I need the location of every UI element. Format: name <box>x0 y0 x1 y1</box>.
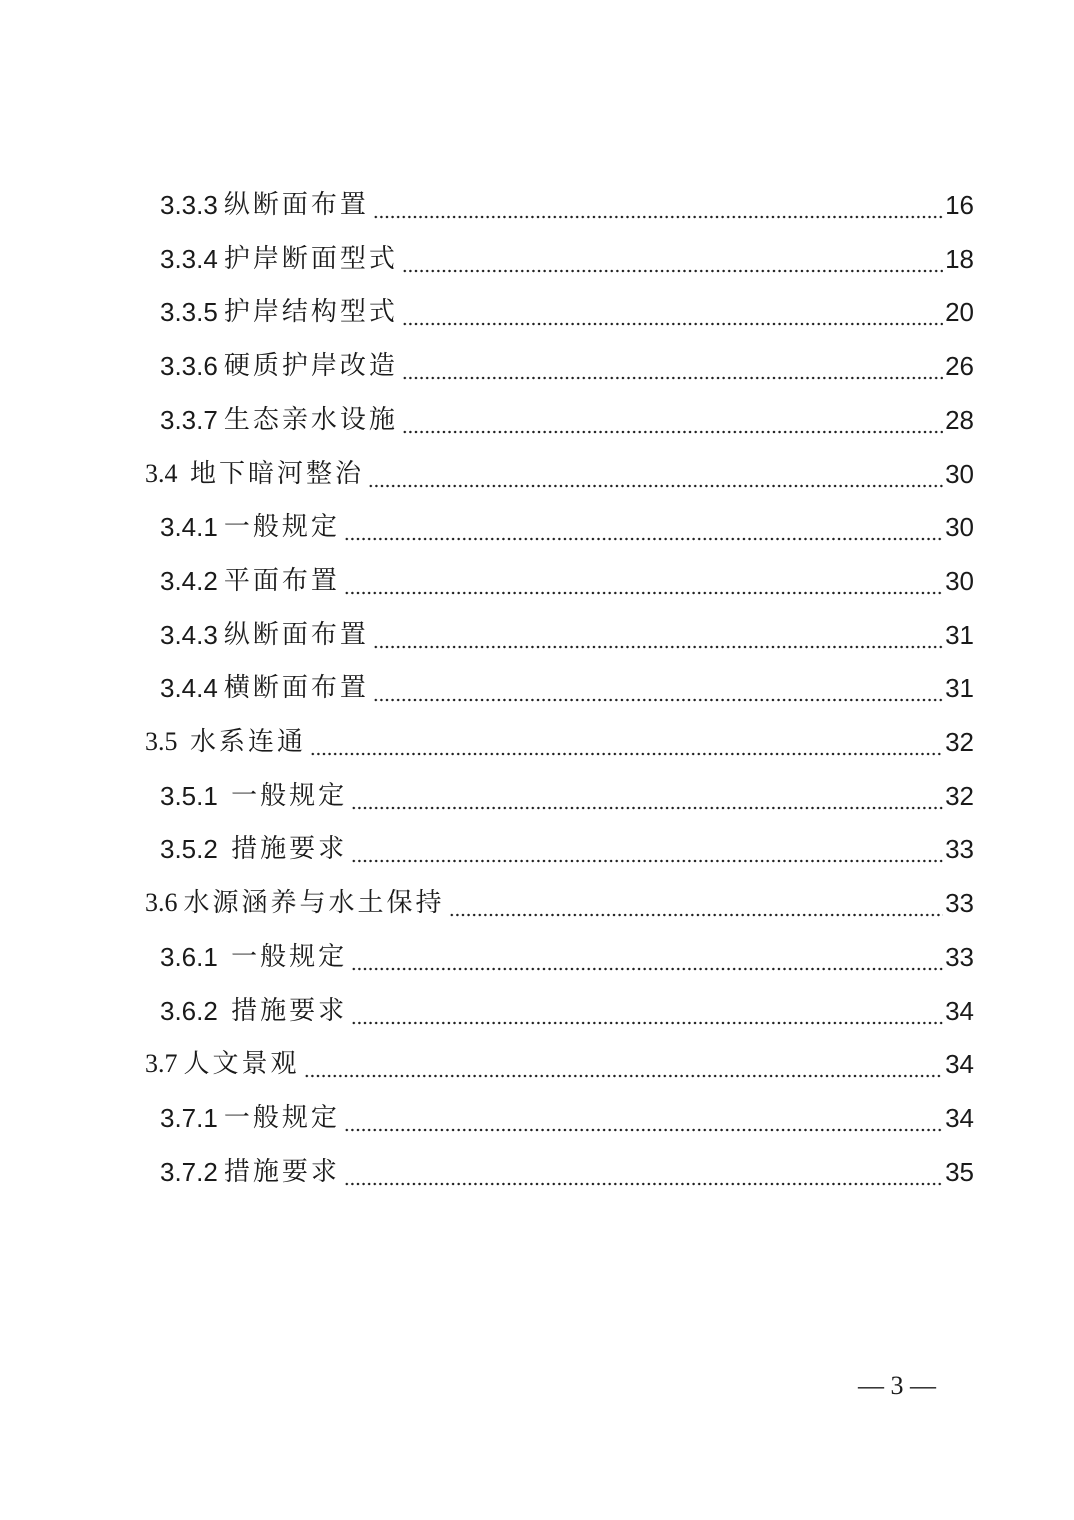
dot-leader <box>402 400 943 440</box>
dot-leader <box>368 454 943 494</box>
toc-entry-page: 35 <box>945 1156 974 1187</box>
toc-entry-number: 3.3.7 <box>160 404 218 435</box>
toc-entry-page: 32 <box>945 727 974 757</box>
toc-entry-number: 3.3.3 <box>160 190 218 220</box>
toc-entry[interactable] <box>160 668 974 708</box>
toc-entry-page: 33 <box>945 834 974 865</box>
toc-entry-title: 横断面布置 <box>223 673 369 704</box>
toc-entry-title: 护岸结构型式 <box>223 297 398 328</box>
toc-entry-number: 3.6.1 <box>160 941 226 972</box>
toc-entry-number: 3.7.1 <box>160 1102 218 1133</box>
toc-entry-title: 地下暗河整治 <box>190 458 365 489</box>
toc-entry-page: 34 <box>945 995 974 1026</box>
toc-entry-title: 一般规定 <box>223 512 340 543</box>
toc-entry-number: 3.3.4 <box>160 243 218 274</box>
toc-entry-title: 一般规定 <box>223 1102 340 1133</box>
toc-entry[interactable] <box>160 507 974 547</box>
toc-entry-number: 3.5.1 <box>160 780 226 811</box>
toc-entry-number: 3.4.2 <box>160 565 218 596</box>
dot-leader <box>344 1152 943 1192</box>
toc-entry-number: 3.6 <box>145 888 178 918</box>
dot-leader <box>344 507 943 547</box>
toc-entry-title: 生态亲水设施 <box>223 404 398 435</box>
toc-entry-page: 30 <box>945 512 974 543</box>
toc-entry-page: 31 <box>945 619 974 650</box>
toc-entry-title: 措施要求 <box>231 834 348 865</box>
toc-entry[interactable] <box>160 829 974 869</box>
dot-leader <box>304 1044 944 1084</box>
toc-entry[interactable] <box>145 1044 974 1084</box>
toc-entry[interactable] <box>160 346 974 386</box>
toc-entry[interactable] <box>160 239 974 279</box>
dot-leader <box>351 991 943 1031</box>
toc-entry[interactable] <box>160 991 974 1031</box>
toc-entry-number: 3.4.3 <box>160 619 218 650</box>
toc-entry-title: 一般规定 <box>231 780 348 811</box>
toc-entry[interactable] <box>160 185 974 225</box>
dot-leader <box>402 346 943 386</box>
toc-entry-title: 一般规定 <box>231 941 348 972</box>
toc-entry-number: 3.3.6 <box>160 351 218 382</box>
toc-entry-number: 3.4 <box>145 458 184 488</box>
toc-entry-number: 3.5 <box>145 727 184 756</box>
dot-leader <box>373 185 943 225</box>
toc-entry[interactable] <box>160 776 974 816</box>
toc-entry-title: 措施要求 <box>223 1156 340 1187</box>
toc-entry-title: 纵断面布置 <box>223 619 369 650</box>
dot-leader <box>351 829 943 869</box>
toc-entry[interactable] <box>145 454 974 494</box>
toc-entry-number: 3.3.5 <box>160 297 218 328</box>
dot-leader <box>373 668 943 708</box>
toc-entry[interactable] <box>160 1152 974 1192</box>
toc-entry-page: 16 <box>945 190 974 220</box>
toc-entry-title: 纵断面布置 <box>223 190 369 220</box>
toc-entry[interactable] <box>160 561 974 601</box>
toc-entry-page: 18 <box>945 243 974 274</box>
toc-entry-title: 硬质护岸改造 <box>223 351 398 382</box>
toc-entry[interactable] <box>160 615 974 655</box>
toc-entry[interactable] <box>145 883 974 923</box>
toc-entry-title: 水系连通 <box>190 727 307 757</box>
toc-entry-page: 34 <box>945 1102 974 1133</box>
toc-entry-number: 3.6.2 <box>160 995 226 1026</box>
dot-leader <box>402 292 943 332</box>
toc-entry-page: 20 <box>945 297 974 328</box>
toc-entry-title: 措施要求 <box>231 995 348 1026</box>
toc-entry-page: 33 <box>945 888 974 919</box>
toc-entry[interactable] <box>160 937 974 977</box>
toc-entry[interactable] <box>160 400 974 440</box>
toc-entry-page: 34 <box>945 1049 974 1080</box>
dot-leader <box>310 722 943 762</box>
toc-entry-page: 30 <box>945 565 974 596</box>
toc-entry[interactable] <box>160 292 974 332</box>
toc-entry-page: 32 <box>945 780 974 811</box>
toc-entry-number: 3.4.4 <box>160 673 218 704</box>
toc-entry-title: 水源涵养与水土保持 <box>183 888 445 919</box>
toc-entry-page: 26 <box>945 351 974 382</box>
toc-entry-title: 人文景观 <box>183 1049 300 1080</box>
toc-entry-number: 3.5.2 <box>160 834 226 865</box>
toc-entry-page: 31 <box>945 673 974 704</box>
toc-entry-number: 3.7 <box>145 1049 178 1079</box>
dot-leader <box>373 615 943 655</box>
toc-entry-title: 护岸断面型式 <box>223 243 398 274</box>
toc-entry-page: 30 <box>945 458 974 489</box>
toc-entry-page: 28 <box>945 404 974 435</box>
toc-entry[interactable] <box>160 1098 974 1138</box>
toc-entry-number: 3.7.2 <box>160 1156 218 1187</box>
dot-leader <box>402 239 943 279</box>
toc-entry-page: 33 <box>945 941 974 972</box>
toc-entry-title: 平面布置 <box>223 565 340 596</box>
page-number: — 3 — <box>858 1371 936 1400</box>
dot-leader <box>351 937 943 977</box>
dot-leader <box>344 1098 943 1138</box>
dot-leader <box>449 883 944 923</box>
dot-leader <box>344 561 943 601</box>
toc-entry[interactable] <box>145 722 974 762</box>
dot-leader <box>351 776 943 816</box>
toc-entry-number: 3.4.1 <box>160 512 218 543</box>
